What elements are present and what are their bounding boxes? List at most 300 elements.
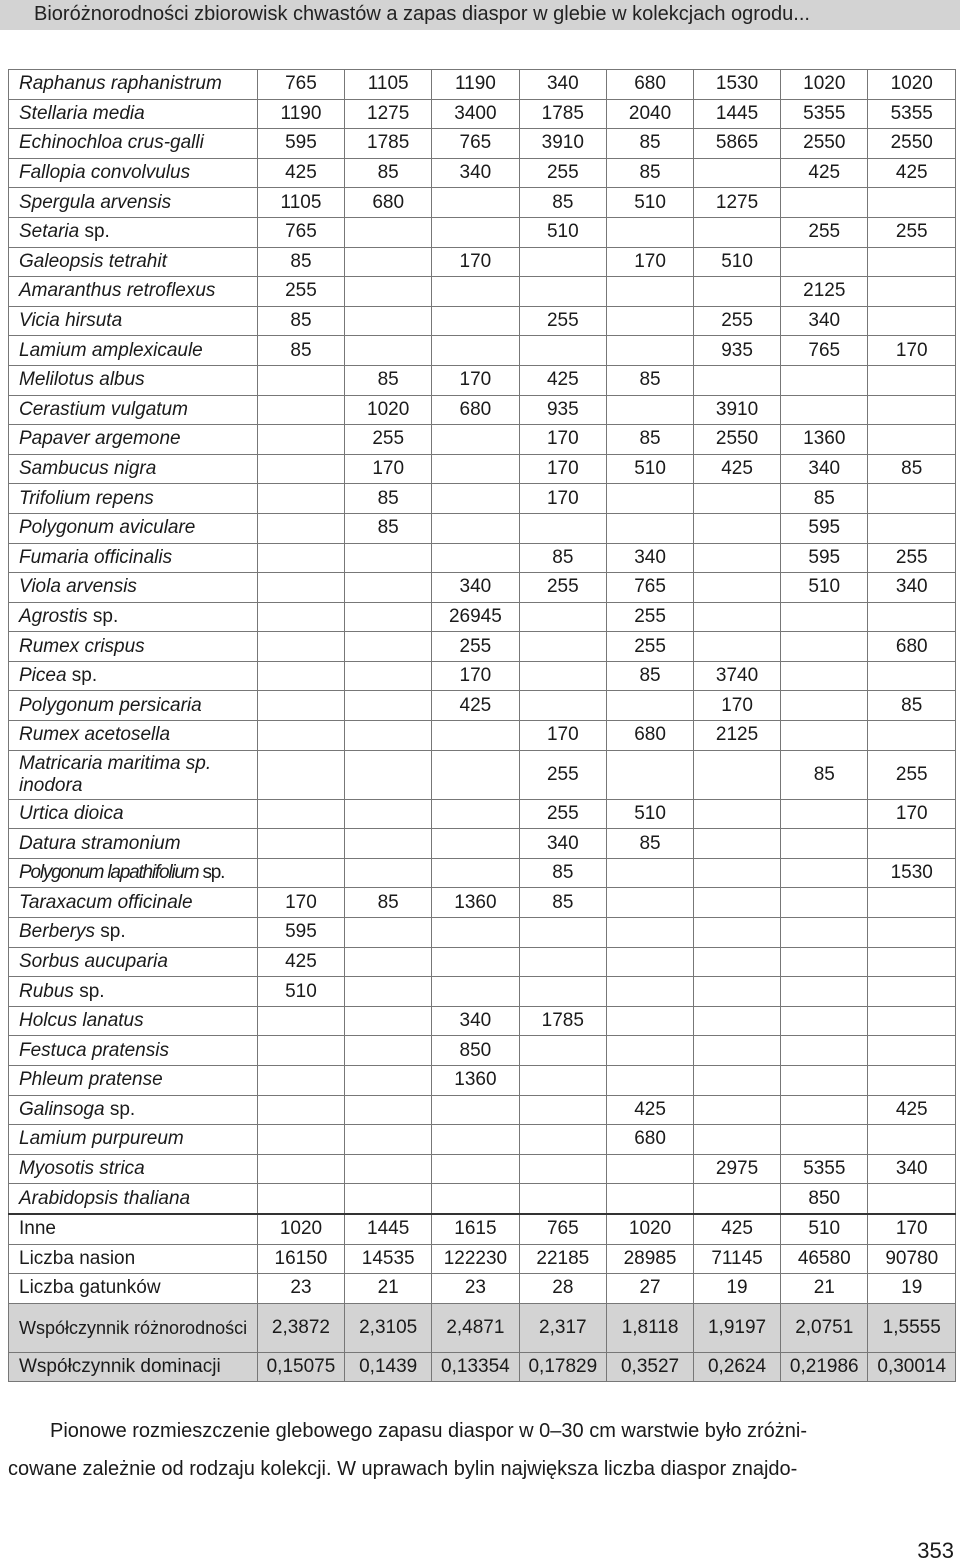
table-row: [9, 721, 956, 751]
table-row: [9, 1036, 956, 1066]
table-cell: [432, 425, 519, 455]
row-label-text: Sambucus nigra: [19, 458, 157, 480]
row-label-text: Spergula arvensis: [19, 191, 172, 213]
table-cell: 340: [868, 573, 956, 603]
table-cell: 255: [519, 158, 606, 188]
table-cell: [781, 365, 868, 395]
row-label-text: Trifolium repens: [19, 487, 154, 509]
table-cell: 28: [519, 1274, 606, 1304]
table-row: [9, 513, 956, 543]
table-cell: [781, 977, 868, 1007]
table-cell: 1785: [345, 129, 432, 159]
table-cell: [781, 1036, 868, 1066]
table-cell: 510: [607, 188, 694, 218]
table-cell: [257, 858, 344, 888]
table-cell: 85: [257, 336, 344, 366]
table-cell: [257, 691, 344, 721]
table-cell: [519, 602, 606, 632]
table-cell: 765: [519, 1214, 606, 1244]
table-cell: [257, 1184, 344, 1214]
table-cell: [868, 829, 956, 859]
table-row: [9, 129, 956, 159]
table-cell: 170: [432, 247, 519, 277]
table-cell: [432, 977, 519, 1007]
table-cell: 1615: [432, 1214, 519, 1244]
table-cell: 85: [868, 454, 956, 484]
table-cell: [519, 947, 606, 977]
table-cell: 2,0751: [781, 1303, 868, 1352]
row-label-text: Viola arvensis: [19, 576, 137, 598]
table-cell: [781, 799, 868, 829]
table-cell: [519, 247, 606, 277]
row-label-text: Raphanus raphanistrum: [19, 73, 222, 95]
table-cell: 255: [519, 750, 606, 799]
table-cell: [868, 395, 956, 425]
table-cell: [257, 661, 344, 691]
table-cell: 85: [607, 661, 694, 691]
table-cell: [694, 1006, 781, 1036]
table-cell: [345, 947, 432, 977]
table-cell: [432, 484, 519, 514]
table-cell: 85: [257, 306, 344, 336]
table-cell: 340: [607, 543, 694, 573]
table-cell: 1275: [694, 188, 781, 218]
table-cell: [868, 1036, 956, 1066]
table-row: [9, 70, 956, 100]
page-number: 353: [917, 1538, 954, 1563]
table-cell: [781, 1006, 868, 1036]
table-cell: 46580: [781, 1244, 868, 1274]
table-cell: [432, 306, 519, 336]
table-cell: 85: [519, 543, 606, 573]
table-row: [9, 1154, 956, 1184]
table-cell: [694, 977, 781, 1007]
table-cell: 255: [257, 277, 344, 307]
table-cell: [519, 513, 606, 543]
table-cell: 510: [607, 454, 694, 484]
table-cell: 170: [868, 799, 956, 829]
table-cell: 1360: [432, 1066, 519, 1096]
table-cell: 425: [868, 158, 956, 188]
table-cell: [607, 888, 694, 918]
table-cell: [345, 691, 432, 721]
row-label-text: Współczynnik różnorodności: [19, 1317, 248, 1338]
table-cell: [607, 336, 694, 366]
table-row: [9, 691, 956, 721]
row-label: [9, 1125, 258, 1155]
row-label: [9, 1095, 258, 1125]
table-cell: [519, 336, 606, 366]
table-cell: 1785: [519, 1006, 606, 1036]
table-cell: [519, 1154, 606, 1184]
table-cell: 85: [519, 888, 606, 918]
table-cell: [607, 1036, 694, 1066]
table-cell: [519, 277, 606, 307]
row-label-text: Matricaria maritima sp. inodora: [19, 752, 212, 796]
table-cell: [868, 1125, 956, 1155]
table-cell: [607, 1066, 694, 1096]
running-header: [0, 0, 960, 30]
table-cell: [519, 691, 606, 721]
row-label-suffix: sp.: [66, 665, 98, 687]
body-paragraph-line-2: cowane zależnie od rodzaju kolekcji. W uprawach bylin największa liczba diaspor znajdo-: [8, 1458, 798, 1480]
table-cell: 340: [781, 306, 868, 336]
table-cell: 170: [519, 484, 606, 514]
table-cell: 23: [257, 1274, 344, 1304]
table-row: [9, 918, 956, 948]
table-cell: [607, 918, 694, 948]
row-label: [9, 947, 258, 977]
row-label: [9, 454, 258, 484]
table-cell: [607, 977, 694, 1007]
table-cell: [432, 336, 519, 366]
table-cell: [868, 1066, 956, 1096]
table-cell: 90780: [868, 1244, 956, 1274]
table-cell: 1020: [868, 70, 956, 100]
row-label-text: Myosotis strica: [19, 1158, 145, 1180]
table-cell: 425: [868, 1095, 956, 1125]
table-cell: [257, 750, 344, 799]
table-cell: [432, 1154, 519, 1184]
row-label: [9, 336, 258, 366]
table-cell: [607, 1184, 694, 1214]
row-label-suffix: sp.: [198, 862, 225, 884]
table-cell: [432, 454, 519, 484]
table-cell: [257, 1006, 344, 1036]
row-label: [9, 1006, 258, 1036]
table-cell: 85: [607, 365, 694, 395]
table-cell: [868, 1184, 956, 1214]
table-cell: [345, 1154, 432, 1184]
table-row: [9, 1184, 956, 1214]
row-label-text: Cerastium vulgatum: [19, 398, 188, 420]
table-cell: [345, 602, 432, 632]
table-cell: [781, 602, 868, 632]
table-cell: 340: [432, 1006, 519, 1036]
table-cell: 510: [781, 1214, 868, 1244]
table-cell: 510: [607, 799, 694, 829]
table-cell: [694, 277, 781, 307]
table-cell: 255: [868, 543, 956, 573]
table-cell: [519, 1095, 606, 1125]
table-cell: 0,1439: [345, 1352, 432, 1382]
row-label: [9, 858, 258, 888]
table-cell: [257, 1154, 344, 1184]
table-cell: 255: [694, 306, 781, 336]
table-cell: [345, 1066, 432, 1096]
table-cell: 255: [519, 799, 606, 829]
table-cell: 21: [781, 1274, 868, 1304]
table-cell: 2125: [781, 277, 868, 307]
row-label: [9, 188, 258, 218]
table-cell: [257, 1036, 344, 1066]
table-cell: 85: [257, 247, 344, 277]
table-cell: 2,4871: [432, 1303, 519, 1352]
table-row: [9, 484, 956, 514]
table-cell: 85: [781, 750, 868, 799]
row-label: [9, 1352, 258, 1382]
row-label-suffix: sp.: [79, 221, 110, 243]
table-cell: [868, 1006, 956, 1036]
table-cell: [432, 543, 519, 573]
table-cell: [694, 513, 781, 543]
table-row: [9, 336, 956, 366]
table-cell: [781, 918, 868, 948]
table-row: [9, 1006, 956, 1036]
table-cell: 765: [607, 573, 694, 603]
table-cell: 85: [781, 484, 868, 514]
row-label-text: Echinochloa crus-galli: [19, 132, 204, 154]
table-cell: 255: [868, 217, 956, 247]
table-cell: [432, 1184, 519, 1214]
table-cell: [607, 1006, 694, 1036]
table-cell: [694, 573, 781, 603]
table-row: [9, 277, 956, 307]
row-label-text: Holcus lanatus: [19, 1010, 144, 1032]
table-cell: 85: [607, 129, 694, 159]
row-label-text: Picea: [19, 665, 67, 687]
table-cell: 680: [432, 395, 519, 425]
table-cell: [345, 977, 432, 1007]
table-cell: 510: [694, 247, 781, 277]
table-cell: 935: [694, 336, 781, 366]
row-label: [9, 977, 258, 1007]
table-cell: 85: [607, 829, 694, 859]
table-cell: [432, 513, 519, 543]
row-label: [9, 632, 258, 662]
row-label: [9, 425, 258, 455]
table-cell: [607, 691, 694, 721]
row-label-text: Współczynnik dominacji: [19, 1356, 221, 1378]
row-label: [9, 888, 258, 918]
table-cell: [257, 573, 344, 603]
table-cell: [257, 1125, 344, 1155]
table-cell: 255: [519, 573, 606, 603]
table-cell: [345, 1006, 432, 1036]
row-label: [9, 918, 258, 948]
table-cell: 0,30014: [868, 1352, 956, 1382]
table-cell: [432, 277, 519, 307]
table-cell: [607, 750, 694, 799]
table-cell: [607, 395, 694, 425]
row-label: [9, 1274, 258, 1304]
table-cell: 19: [694, 1274, 781, 1304]
table-cell: [607, 947, 694, 977]
table-cell: [868, 721, 956, 751]
table-cell: [868, 947, 956, 977]
table-cell: 85: [345, 158, 432, 188]
row-label: [9, 799, 258, 829]
table-row: [9, 1352, 956, 1382]
table-cell: 71145: [694, 1244, 781, 1274]
table-cell: [432, 721, 519, 751]
table-cell: 22185: [519, 1244, 606, 1274]
table-cell: [432, 829, 519, 859]
table-row: [9, 1066, 956, 1096]
table-cell: 680: [345, 188, 432, 218]
table-cell: [694, 829, 781, 859]
table-cell: 2,3105: [345, 1303, 432, 1352]
table-cell: 765: [781, 336, 868, 366]
table-cell: [345, 1184, 432, 1214]
table-cell: 935: [519, 395, 606, 425]
table-cell: 425: [694, 1214, 781, 1244]
table-cell: 170: [519, 425, 606, 455]
row-label: [9, 70, 258, 100]
table-row: [9, 365, 956, 395]
table-cell: [781, 188, 868, 218]
table-cell: 425: [257, 158, 344, 188]
row-label-text: Fallopia convolvulus: [19, 162, 191, 184]
table-cell: [694, 484, 781, 514]
table-cell: [694, 918, 781, 948]
row-label: [9, 721, 258, 751]
table-cell: 3910: [519, 129, 606, 159]
table-cell: 340: [432, 158, 519, 188]
table-cell: 1105: [345, 70, 432, 100]
table-cell: [868, 277, 956, 307]
table-cell: [345, 1125, 432, 1155]
table-cell: [781, 1095, 868, 1125]
row-label: [9, 1244, 258, 1274]
row-label-text: Rumex crispus: [19, 635, 145, 657]
table-cell: [868, 484, 956, 514]
table-cell: 1445: [345, 1214, 432, 1244]
table-cell: [607, 217, 694, 247]
table-cell: 23: [432, 1274, 519, 1304]
table-cell: [694, 1184, 781, 1214]
table-cell: [694, 1095, 781, 1125]
row-label: [9, 365, 258, 395]
table-cell: [519, 1036, 606, 1066]
row-label-text: Liczba nasion: [19, 1247, 136, 1269]
table-cell: 5865: [694, 129, 781, 159]
table-cell: [432, 1095, 519, 1125]
table-cell: 170: [345, 454, 432, 484]
table-cell: 1275: [345, 99, 432, 129]
table-cell: [257, 543, 344, 573]
table-cell: 340: [868, 1154, 956, 1184]
table-cell: [432, 799, 519, 829]
table-cell: [345, 1095, 432, 1125]
table-cell: 510: [519, 217, 606, 247]
table-cell: 5355: [781, 99, 868, 129]
row-label: [9, 691, 258, 721]
table-cell: [868, 365, 956, 395]
table-cell: 2,317: [519, 1303, 606, 1352]
table-row: [9, 947, 956, 977]
table-cell: 85: [345, 365, 432, 395]
table-cell: 595: [257, 129, 344, 159]
row-label: [9, 99, 258, 129]
table-cell: 680: [607, 70, 694, 100]
table-cell: [694, 1066, 781, 1096]
table-cell: [257, 829, 344, 859]
table-cell: 3400: [432, 99, 519, 129]
table-cell: [868, 188, 956, 218]
table-cell: 680: [868, 632, 956, 662]
table-cell: 26945: [432, 602, 519, 632]
table-cell: [345, 573, 432, 603]
table-cell: 595: [257, 918, 344, 948]
table-cell: 255: [519, 306, 606, 336]
row-label-text: Papaver argemone: [19, 428, 181, 450]
row-label-text: Taraxacum officinale: [19, 891, 193, 913]
table-cell: 340: [519, 70, 606, 100]
table-cell: [519, 1066, 606, 1096]
table-cell: 0,15075: [257, 1352, 344, 1382]
table-cell: [694, 947, 781, 977]
table-cell: [345, 721, 432, 751]
row-label-text: Galinsoga: [19, 1098, 105, 1120]
table-cell: [868, 247, 956, 277]
table-cell: [257, 484, 344, 514]
table-cell: [257, 632, 344, 662]
row-label-text: Berberys: [19, 921, 96, 943]
table-cell: [781, 691, 868, 721]
running-header-title: Bioróżnorodności zbiorowisk chwastów a zapas diaspor w glebie w kolekcjach ogrodu...: [34, 3, 810, 25]
row-label-text: Amaranthus retroflexus: [19, 280, 216, 302]
table-cell: [432, 750, 519, 799]
row-label-text: Urtica dioica: [19, 802, 124, 824]
table-cell: 170: [868, 1214, 956, 1244]
table-cell: 1020: [607, 1214, 694, 1244]
table-cell: 0,13354: [432, 1352, 519, 1382]
table-cell: [694, 750, 781, 799]
table-cell: 1190: [432, 70, 519, 100]
table-cell: 255: [607, 602, 694, 632]
table-cell: [781, 661, 868, 691]
table-cell: 425: [519, 365, 606, 395]
table-cell: 765: [257, 217, 344, 247]
table-cell: 1020: [257, 1214, 344, 1244]
table-cell: 255: [607, 632, 694, 662]
table-row: [9, 217, 956, 247]
table-cell: 2550: [694, 425, 781, 455]
table-cell: 85: [345, 513, 432, 543]
table-cell: 765: [257, 70, 344, 100]
table-cell: 1020: [345, 395, 432, 425]
table-cell: 85: [519, 858, 606, 888]
row-label: [9, 661, 258, 691]
table-cell: 255: [868, 750, 956, 799]
table-cell: [432, 217, 519, 247]
table-cell: 255: [432, 632, 519, 662]
row-label-text: Melilotus albus: [19, 369, 145, 391]
table-cell: 2550: [868, 129, 956, 159]
table-cell: 27: [607, 1274, 694, 1304]
table-cell: 85: [868, 691, 956, 721]
table-cell: [607, 858, 694, 888]
table-row: [9, 1244, 956, 1274]
table-row: [9, 188, 956, 218]
table-cell: 19: [868, 1274, 956, 1304]
table-cell: [607, 277, 694, 307]
table-cell: [432, 858, 519, 888]
table-cell: 85: [345, 888, 432, 918]
row-label-text: Setaria: [19, 221, 80, 243]
table-cell: [345, 306, 432, 336]
table-cell: 3740: [694, 661, 781, 691]
row-label-text: Phleum pratense: [19, 1069, 163, 1091]
table-cell: 1530: [694, 70, 781, 100]
table-row: [9, 1274, 956, 1304]
row-label: [9, 217, 258, 247]
row-label: [9, 395, 258, 425]
table-cell: [432, 918, 519, 948]
row-label-text: Rumex acetosella: [19, 724, 171, 746]
row-label: [9, 1184, 258, 1214]
